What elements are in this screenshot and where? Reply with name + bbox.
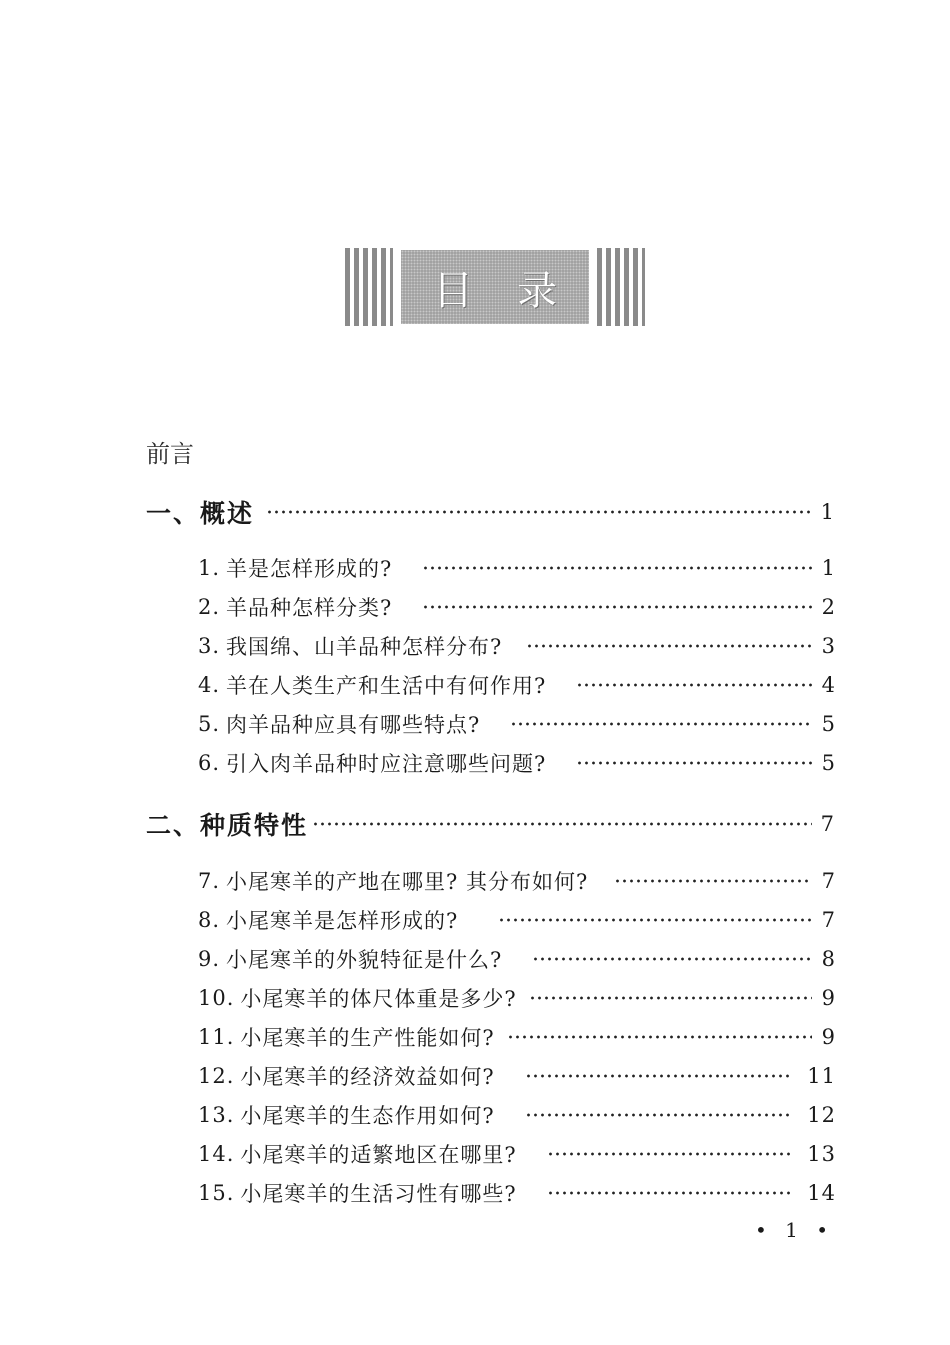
toc-entry-14 bbox=[198, 1139, 836, 1169]
entry-text: 羊在人类生产和生活中有何作用? bbox=[226, 674, 547, 698]
entry-number: 10. bbox=[198, 986, 235, 1010]
left-stripe-decoration bbox=[345, 248, 393, 326]
page-number-footer: • 1 • bbox=[755, 1218, 835, 1242]
entry-page-number: 8 bbox=[821, 947, 836, 971]
toc-entry-5 bbox=[198, 709, 836, 739]
toc-entry-3 bbox=[198, 631, 836, 661]
toc-section-2 bbox=[146, 806, 836, 842]
entry-number: 15. bbox=[198, 1181, 235, 1205]
dot-leader bbox=[510, 722, 812, 726]
entry-number: 11. bbox=[198, 1025, 235, 1049]
entry-text: 我国绵、山羊品种怎样分布? bbox=[226, 635, 503, 659]
dot-leader bbox=[422, 566, 812, 570]
right-stripe-decoration bbox=[597, 248, 645, 326]
section-label: 二、种质特性 bbox=[146, 811, 309, 840]
entry-number: 3. bbox=[198, 634, 221, 658]
entry-number: 1. bbox=[198, 556, 221, 580]
entry-text: 小尾寒羊是怎样形成的? bbox=[226, 909, 459, 933]
toc-entry-1 bbox=[198, 553, 836, 583]
entry-text: 羊是怎样形成的? bbox=[226, 557, 393, 581]
entry-page-number: 7 bbox=[821, 869, 836, 893]
entry-page-number: 7 bbox=[821, 908, 836, 932]
entry-text: 小尾寒羊的生态作用如何? bbox=[240, 1104, 495, 1128]
entry-page-number: 5 bbox=[821, 751, 836, 775]
title-char-1: 目 bbox=[433, 267, 473, 314]
entry-number: 2. bbox=[198, 595, 221, 619]
section-label: 一、概述 bbox=[146, 499, 255, 528]
entry-number: 8. bbox=[198, 908, 221, 932]
entry-page-number: 3 bbox=[821, 634, 836, 658]
entry-page-number: 9 bbox=[821, 1025, 836, 1049]
entry-number: 9. bbox=[198, 947, 221, 971]
dot-leader bbox=[547, 1191, 792, 1195]
dot-leader bbox=[498, 918, 812, 922]
entry-page-number: 4 bbox=[821, 673, 836, 697]
dot-leader bbox=[422, 605, 812, 609]
toc-title-banner bbox=[345, 248, 645, 326]
dot-leader bbox=[525, 1113, 792, 1117]
preface-entry: 前言 bbox=[146, 440, 194, 468]
dot-leader bbox=[547, 1152, 792, 1156]
entry-number: 14. bbox=[198, 1142, 235, 1166]
entry-page-number: 9 bbox=[821, 986, 836, 1010]
entry-text: 小尾寒羊的外貌特征是什么? bbox=[226, 948, 503, 972]
entry-number: 4. bbox=[198, 673, 221, 697]
entry-page-number: 5 bbox=[821, 712, 836, 736]
dot-leader bbox=[507, 1035, 812, 1039]
entry-text: 羊品种怎样分类? bbox=[226, 596, 393, 620]
entry-number: 7. bbox=[198, 869, 221, 893]
dot-leader bbox=[532, 957, 812, 961]
dot-leader bbox=[529, 996, 812, 1000]
entry-number: 13. bbox=[198, 1103, 235, 1127]
toc-entry-6 bbox=[198, 748, 836, 778]
toc-entry-15 bbox=[198, 1178, 836, 1208]
entry-number: 6. bbox=[198, 751, 221, 775]
dot-leader bbox=[576, 683, 812, 687]
entry-text: 小尾寒羊的适繁地区在哪里? bbox=[240, 1143, 517, 1167]
dot-leader bbox=[576, 761, 812, 765]
entry-text: 小尾寒羊的产地在哪里? 其分布如何? bbox=[226, 870, 589, 894]
dot-leader bbox=[614, 879, 812, 883]
entry-text: 小尾寒羊的经济效益如何? bbox=[240, 1065, 495, 1089]
toc-section-1 bbox=[146, 494, 836, 530]
title-char-2: 录 bbox=[517, 267, 557, 314]
toc-entry-10 bbox=[198, 983, 836, 1013]
toc-entry-13 bbox=[198, 1100, 836, 1130]
toc-entry-11 bbox=[198, 1022, 836, 1052]
entry-text: 小尾寒羊的生活习性有哪些? bbox=[240, 1182, 517, 1206]
entry-text: 小尾寒羊的体尺体重是多少? bbox=[240, 987, 517, 1011]
entry-page-number: 14 bbox=[807, 1181, 836, 1205]
entry-number: 5. bbox=[198, 712, 221, 736]
entry-page-number: 2 bbox=[821, 595, 836, 619]
entry-page-number: 12 bbox=[807, 1103, 836, 1127]
toc-entry-8 bbox=[198, 905, 836, 935]
entry-text: 小尾寒羊的生产性能如何? bbox=[240, 1026, 495, 1050]
toc-entry-9 bbox=[198, 944, 836, 974]
entry-number: 12. bbox=[198, 1064, 235, 1088]
toc-entry-7 bbox=[198, 866, 836, 896]
entry-text: 肉羊品种应具有哪些特点? bbox=[226, 713, 481, 737]
entry-page-number: 13 bbox=[807, 1142, 836, 1166]
section-page-number: 1 bbox=[820, 500, 836, 524]
section-page-number: 7 bbox=[820, 812, 836, 836]
toc-entry-12 bbox=[198, 1061, 836, 1091]
dot-leader bbox=[526, 644, 812, 648]
toc-entry-4 bbox=[198, 670, 836, 700]
entry-page-number: 11 bbox=[807, 1064, 836, 1088]
entry-page-number: 1 bbox=[821, 556, 836, 580]
entry-text: 引入肉羊品种时应注意哪些问题? bbox=[226, 752, 547, 776]
dot-leader bbox=[312, 822, 812, 826]
toc-title-box bbox=[401, 250, 589, 324]
dot-leader bbox=[266, 510, 812, 514]
toc-entry-2 bbox=[198, 592, 836, 622]
dot-leader bbox=[525, 1074, 792, 1078]
